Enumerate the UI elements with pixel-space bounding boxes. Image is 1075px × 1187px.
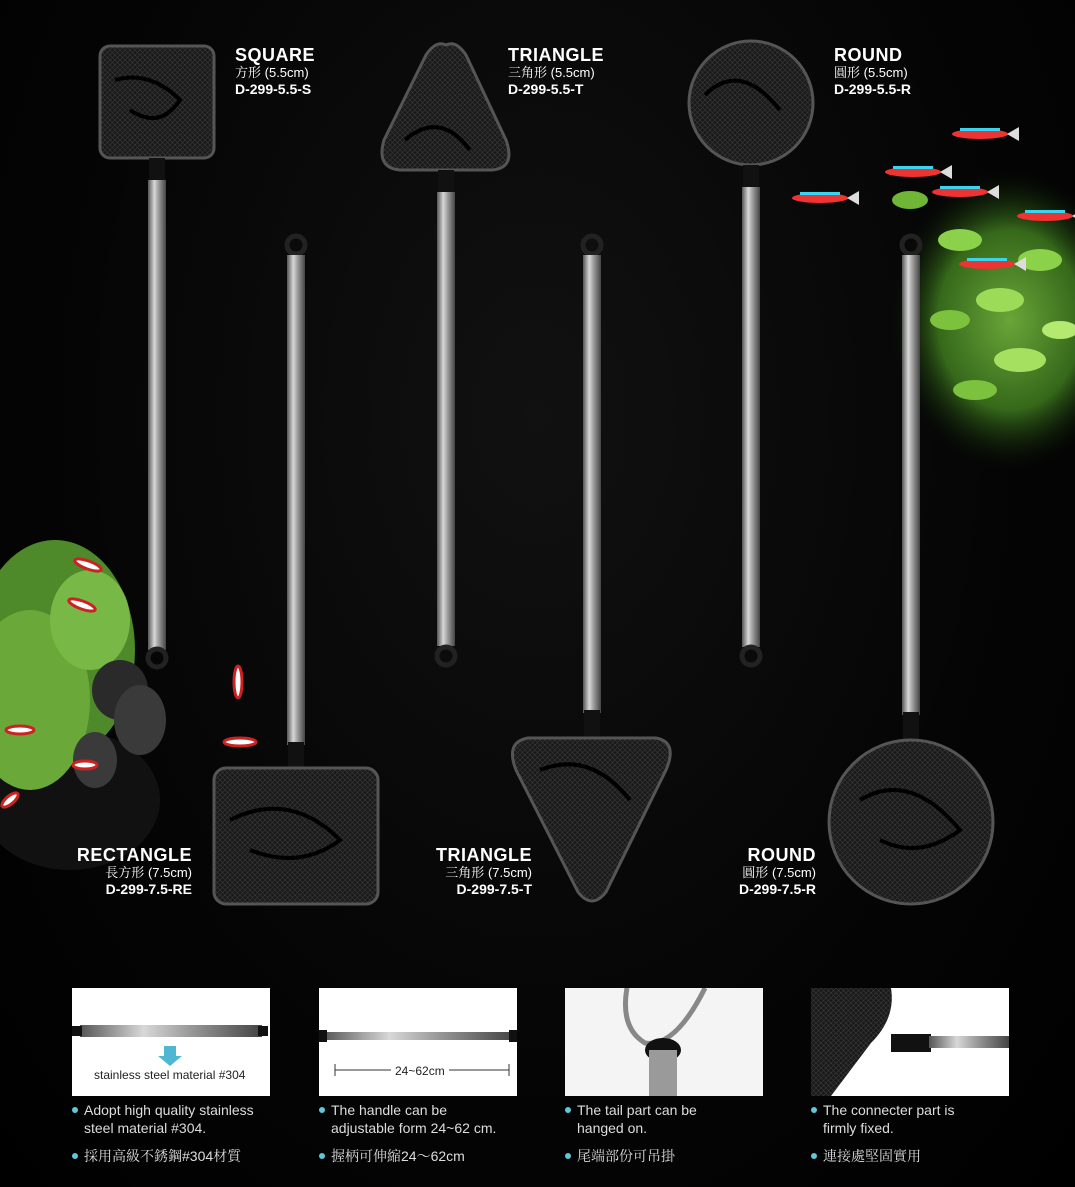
panel-caption: 24~62cm — [391, 1064, 449, 1078]
feature-steel — [72, 988, 270, 1166]
label-round-small — [834, 45, 911, 97]
product-size: (5.5cm) — [264, 64, 309, 80]
feature-panel-steel — [72, 988, 270, 1096]
product-name: RECTANGLE — [76, 845, 192, 865]
feature-cn: 尾端部份可吊掛 — [565, 1147, 763, 1165]
product-cn: 三角形 — [508, 64, 548, 80]
product-code: D-299-5.5-T — [508, 80, 584, 97]
feature-cn: 握柄可伸縮24～62cm — [319, 1147, 517, 1165]
label-square-small — [235, 45, 315, 97]
product-size: (7.5cm) — [487, 864, 532, 880]
net-round-small — [689, 41, 813, 665]
product-code: D-299-7.5-RE — [105, 880, 192, 897]
feature-line: The connecter part is — [823, 1102, 955, 1118]
product-cn: 方形 — [235, 64, 262, 80]
product-name: SQUARE — [235, 45, 316, 65]
label-triangle-large — [400, 845, 532, 897]
product-name: ROUND — [834, 45, 903, 65]
label-triangle-small — [508, 45, 604, 97]
feature-panel-tail — [565, 988, 763, 1096]
product-size: (7.5cm) — [771, 864, 816, 880]
product-name: TRIANGLE — [436, 845, 532, 865]
product-code: D-299-7.5-R — [738, 880, 816, 897]
product-size: (5.5cm) — [863, 64, 908, 80]
feature-cn: 連接處堅固實用 — [811, 1147, 1009, 1165]
feature-panel-connector — [811, 988, 1009, 1096]
feature-connector — [811, 988, 1009, 1166]
product-cn: 長方形 — [105, 864, 145, 880]
feature-panel-handle — [319, 988, 517, 1096]
net-rectangle-large — [214, 236, 378, 904]
product-cn: 圓形 — [834, 64, 861, 80]
feature-cn: 採用高級不銹鋼#304材質 — [72, 1147, 270, 1165]
net-triangle-large — [512, 236, 670, 901]
feature-tail — [565, 988, 763, 1166]
product-cn: 三角形 — [445, 864, 485, 880]
product-cn: 圓形 — [742, 864, 769, 880]
feature-line: Adopt high quality stainless — [84, 1102, 254, 1118]
feature-line: steel material #304. — [84, 1120, 207, 1137]
panel-caption: stainless steel material #304 — [94, 1068, 246, 1082]
label-round-large — [696, 845, 816, 897]
feature-line: The handle can be — [331, 1102, 447, 1118]
handle-length-image — [319, 988, 517, 1096]
feature-handle — [319, 988, 517, 1166]
product-size: (7.5cm) — [147, 864, 192, 880]
product-code: D-299-7.5-T — [456, 880, 532, 897]
label-rectangle-large — [40, 845, 192, 897]
product-code: D-299-5.5-R — [834, 80, 912, 97]
feature-line: firmly fixed. — [823, 1120, 894, 1137]
feature-line: adjustable form 24~62 cm. — [331, 1120, 497, 1137]
net-triangle-small — [382, 44, 509, 665]
connector-image — [811, 988, 1009, 1096]
down-arrow-icon — [158, 1046, 182, 1066]
tail-hook-image — [565, 988, 763, 1096]
product-size: (5.5cm) — [550, 64, 595, 80]
product-name: TRIANGLE — [508, 45, 604, 65]
feature-line: hanged on. — [577, 1120, 648, 1137]
feature-line: The tail part can be — [577, 1102, 697, 1118]
product-name: ROUND — [747, 845, 816, 865]
net-square-small — [100, 46, 214, 667]
product-code: D-299-5.5-S — [235, 80, 312, 97]
